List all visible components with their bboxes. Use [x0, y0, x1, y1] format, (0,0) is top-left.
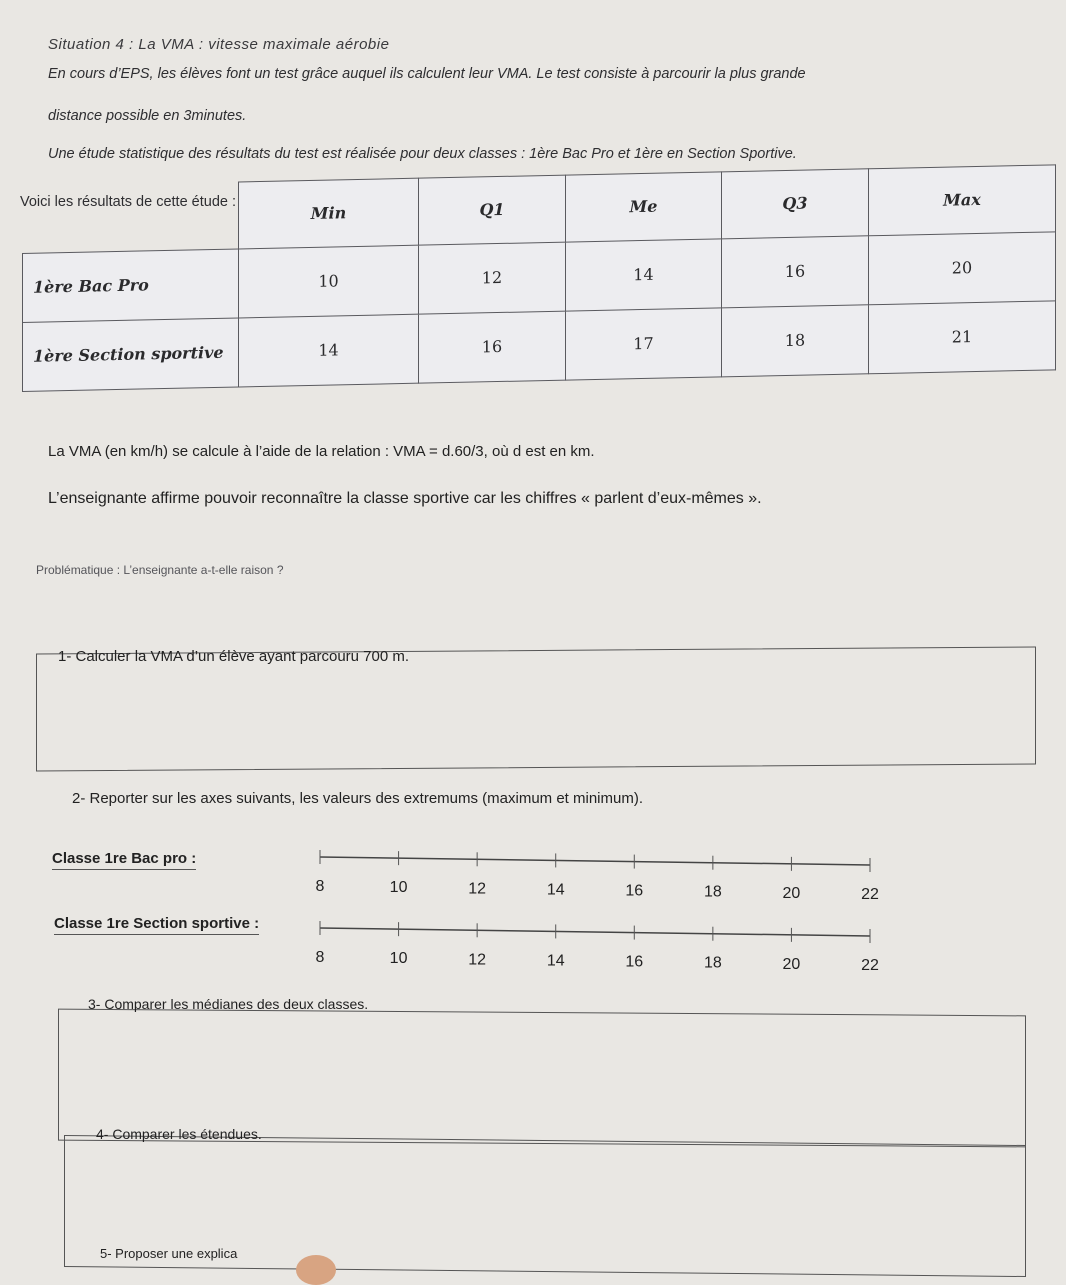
- intro-text-line3: Une étude statistique des résultats du test est réalisée pour deux classes : 1ère Bac Pro et 1ère en Section Sportive.: [48, 146, 797, 162]
- teacher-claim: L’enseignante affirme pouvoir reconnaître la classe sportive car les chiffres « parlent d’eux-mêmes ».: [48, 490, 762, 507]
- table-cell: 12: [418, 242, 565, 314]
- table-cell: 16: [721, 235, 868, 307]
- table-cell: 10: [239, 245, 419, 318]
- table-cell: 18: [721, 305, 868, 377]
- axis-tick-label: 18: [703, 954, 722, 972]
- table-cell: 20: [868, 232, 1055, 305]
- table-cell: 14: [565, 239, 721, 311]
- question-3: 3- Comparer les médianes des deux classes.: [88, 996, 369, 1012]
- axis-tick-label: 16: [625, 882, 644, 900]
- axis-tick-label: 16: [625, 953, 644, 971]
- axis-tick-label: 14: [546, 952, 565, 970]
- row-label-bac-pro: 1ère Bac Pro: [23, 249, 239, 323]
- situation-title: Situation 4 : La VMA : vitesse maximale aérobie: [48, 36, 390, 53]
- axis-tick-label: 20: [782, 884, 801, 902]
- intro-text-line1: En cours d’EPS, les élèves font un test grâce auquel ils calculent leur VMA. Le test consiste à parcourir la plus grande: [48, 66, 806, 82]
- problematique: Problématique : L’enseignante a-t-elle raison ?: [36, 563, 284, 577]
- axis-label-bac-pro: Classe 1re Bac pro :: [52, 850, 196, 870]
- question-4: 4- Comparer les étendues.: [96, 1126, 262, 1142]
- answer-box-q1[interactable]: [36, 647, 1036, 772]
- question-2: 2- Reporter sur les axes suivants, les valeurs des extremums (maximum et minimum).: [72, 790, 643, 807]
- axis-line: [320, 928, 870, 936]
- table-cell: 17: [565, 308, 721, 380]
- row-label-section-sportive: 1ère Section sportive: [23, 318, 239, 392]
- axis-tick-label: 10: [389, 950, 408, 968]
- finger-photo-artifact: [296, 1255, 336, 1285]
- question-5: 5- Proposer une explica: [100, 1246, 238, 1261]
- column-header-q1: Q1: [418, 175, 565, 245]
- table-cell: 14: [239, 314, 419, 387]
- axis-tick-label: 12: [468, 880, 487, 898]
- vma-formula: La VMA (en km/h) se calcule à l’aide de la relation : VMA = d.60/3, où d est en km.: [48, 443, 595, 460]
- column-header-q3: Q3: [721, 169, 868, 239]
- column-header-median: Me: [565, 172, 721, 242]
- axis-tick-label: 22: [861, 886, 879, 903]
- axis-line: [320, 857, 870, 865]
- table-cell: 21: [868, 301, 1055, 374]
- axis-tick-label: 18: [703, 883, 722, 901]
- axis-tick-label: 8: [315, 949, 325, 966]
- column-header-max: Max: [868, 165, 1055, 236]
- number-line-section-sportive[interactable]: [290, 916, 910, 996]
- column-header-min: Min: [239, 178, 419, 248]
- axis-tick-label: 12: [468, 951, 487, 969]
- table-cell: 16: [418, 311, 565, 383]
- intro-text-line4: Voici les résultats de cette étude :: [20, 194, 237, 210]
- axis-tick-label: 22: [861, 957, 879, 974]
- axis-tick-label: 20: [782, 955, 801, 973]
- question-1: 1- Calculer la VMA d’un élève ayant parcouru 700 m.: [58, 648, 410, 665]
- axis-tick-label: 14: [546, 881, 565, 899]
- axis-tick-label: 10: [389, 879, 408, 897]
- axis-tick-label: 8: [315, 878, 325, 895]
- intro-text-line2: distance possible en 3minutes.: [48, 108, 247, 124]
- axis-label-section-sportive: Classe 1re Section sportive :: [54, 915, 259, 935]
- statistics-table: [22, 164, 1056, 392]
- number-line-bac-pro[interactable]: [290, 845, 910, 925]
